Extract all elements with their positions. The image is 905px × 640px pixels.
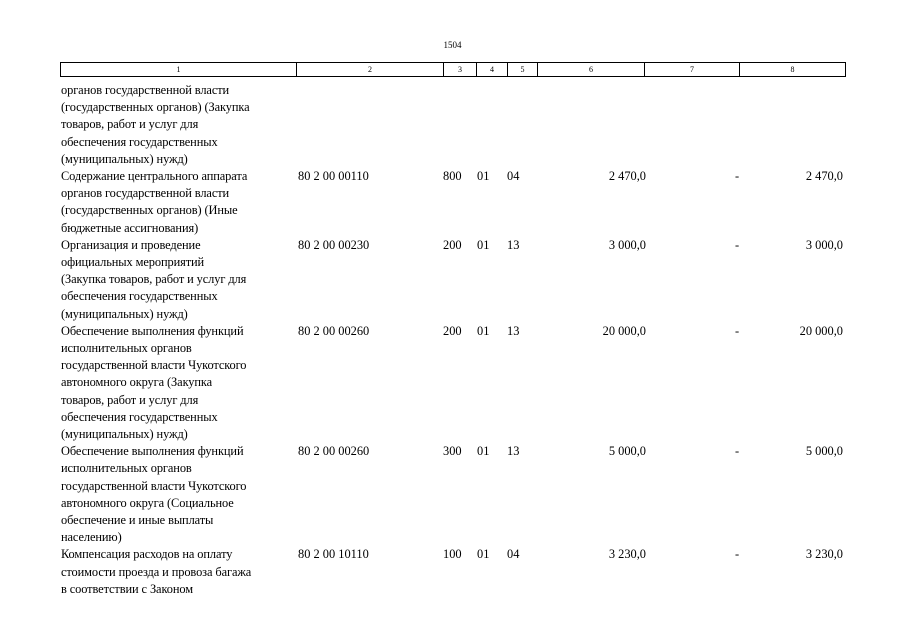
row-col-6: 2 470,0 xyxy=(608,169,646,184)
table-row xyxy=(0,237,905,323)
row-col-7: - xyxy=(735,237,740,252)
column-header-5: 5 xyxy=(508,63,538,77)
row-col-4: 01 xyxy=(477,323,490,338)
row-col-6: 3 000,0 xyxy=(608,237,646,252)
column-header-1: 1 xyxy=(61,63,297,77)
column-header-8: 8 xyxy=(740,63,846,77)
row-col-7: - xyxy=(735,547,740,562)
row-col-4: 01 xyxy=(477,169,490,184)
row-col-8: 3 230,0 xyxy=(805,547,843,562)
row-description: Компенсация расходов на оплату стоимости проезда и провоза багажа в соответствии с Законом xyxy=(61,547,252,596)
row-col-3: 300 xyxy=(443,444,462,459)
column-header-7: 7 xyxy=(645,63,740,77)
row-col-5: 04 xyxy=(507,169,520,184)
row-col-4: 01 xyxy=(477,444,490,459)
table-row xyxy=(0,168,905,237)
row-col-7: - xyxy=(735,323,740,338)
table-row xyxy=(0,323,905,443)
row-col-5: 13 xyxy=(507,444,520,459)
row-col-8: 20 000,0 xyxy=(799,323,843,338)
row-description: Обеспечение выполнения функций исполнительных органов государственной власти Чукотского автономного округа (Социальное обеспечение и иные выплаты населению) xyxy=(61,444,247,545)
row-col-3: 800 xyxy=(443,169,462,184)
row-code: 80 2 00 10110 xyxy=(298,547,369,562)
row-col-4: 01 xyxy=(477,237,490,252)
row-code: 80 2 00 00260 xyxy=(298,323,370,338)
row-col-6: 5 000,0 xyxy=(608,444,646,459)
table-body xyxy=(0,82,905,598)
row-col-3: 200 xyxy=(443,323,462,338)
table-row xyxy=(0,443,905,546)
column-header-table xyxy=(60,62,846,77)
table-row xyxy=(0,546,905,598)
row-col-6: 20 000,0 xyxy=(602,323,646,338)
row-description: Содержание центрального аппарата органов государственной власти (государственных органов) (Иные бюджетные ассигнования) xyxy=(61,169,248,235)
row-description: органов государственной власти (государственных органов) (Закупка товаров, работ и услуг для обеспечения государственных (муниципальных) нужд) xyxy=(61,83,250,166)
row-col-5: 13 xyxy=(507,323,520,338)
row-col-7: - xyxy=(735,169,740,184)
row-col-4: 01 xyxy=(477,547,490,562)
row-description: Организация и проведение официальных мероприятий (Закупка товаров, работ и услуг для обеспечения государственных (муниципальных) нужд) xyxy=(61,237,247,321)
row-code: 80 2 00 00110 xyxy=(298,169,369,184)
column-header-3: 3 xyxy=(444,63,477,77)
row-col-8: 2 470,0 xyxy=(805,169,843,184)
column-header-row xyxy=(61,63,846,77)
row-code: 80 2 00 00230 xyxy=(298,237,370,252)
column-header-4: 4 xyxy=(477,63,508,77)
column-header-6: 6 xyxy=(538,63,645,77)
column-header-2: 2 xyxy=(297,63,444,77)
table-row xyxy=(0,82,905,168)
row-col-5: 04 xyxy=(507,547,520,562)
row-col-3: 200 xyxy=(443,237,462,252)
row-col-5: 13 xyxy=(507,237,520,252)
row-col-7: - xyxy=(735,444,740,459)
row-col-8: 3 000,0 xyxy=(805,237,843,252)
row-code: 80 2 00 00260 xyxy=(298,444,370,459)
row-col-6: 3 230,0 xyxy=(608,547,646,562)
row-col-3: 100 xyxy=(443,547,462,562)
row-description: Обеспечение выполнения функций исполнительных органов государственной власти Чукотского автономного округа (Закупка товаров, работ и услуг для обеспечения государственных (муниципальных) нужд) xyxy=(61,323,247,442)
page-number: 1504 xyxy=(443,40,462,50)
row-col-8: 5 000,0 xyxy=(805,444,843,459)
